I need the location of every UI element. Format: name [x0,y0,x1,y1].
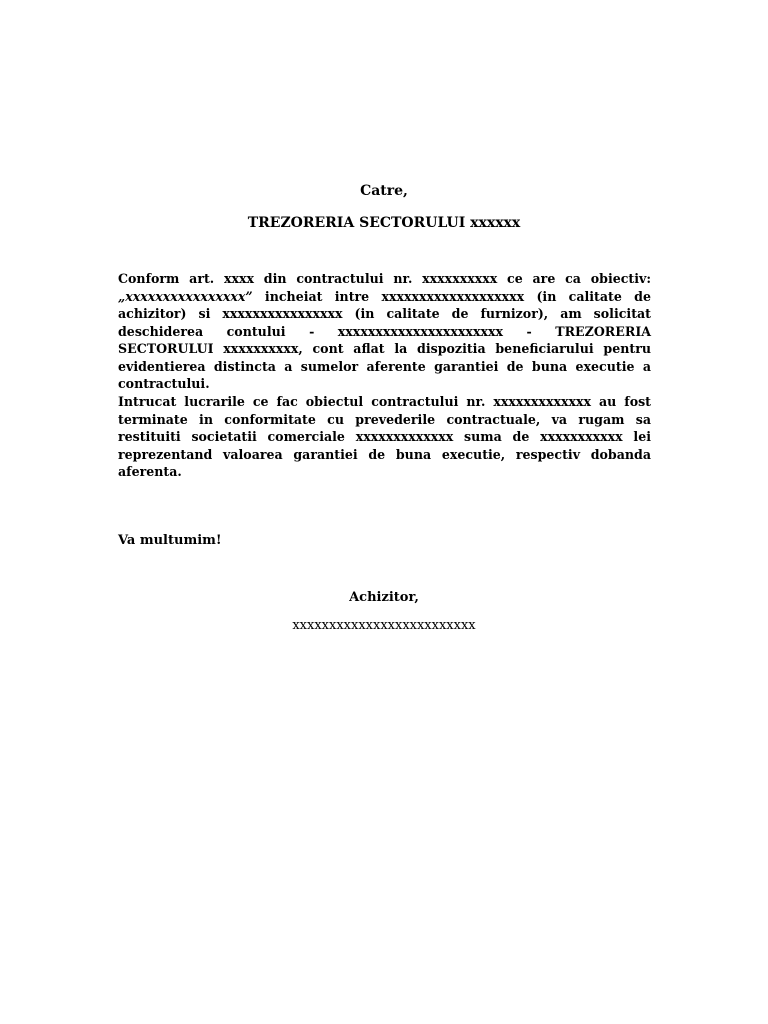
signer-name: xxxxxxxxxxxxxxxxxxxxxxxxx [292,618,476,633]
paragraph-1 [118,270,651,393]
paragraph-1-rest: incheiat intre xxxxxxxxxxxxxxxxxxx (in calitate de achizitor) si xxxxxxxxxxxxxxxx (in calitate de furnizor), am solicitat deschiderea contului - xxxxxxxxxxxxxxxxxxxxxx - TREZORERIA SECTORULUI xxxxxxxxxx, cont aflat la dispozitia beneficiarului pentru evidentierea distincta a sumelor aferente garantiei de buna executie a contractului. [118,288,651,391]
contract-objective: „xxxxxxxxxxxxxxxx” [118,288,253,304]
paragraph-1-lead: Conform art. xxxx din contractului nr. xxxxxxxxxx ce are ca obiectiv: [118,271,651,286]
signer-role: Achizitor, [349,590,419,605]
salutation: Catre, [360,183,408,199]
addressee-title: TREZORERIA SECTORULUI xxxxxx [247,215,521,231]
closing-text: Va multumim! [118,533,222,548]
paragraph-2: Intrucat lucrarile ce fac obiectul contractului nr. xxxxxxxxxxxxx au fost terminate in conformitate cu prevederile contractuale, va rugam sa restituiti societatii comerciale xxxxxxxxxxxxx suma de xxxxxxxxxxx lei reprezentand valoarea garantiei de buna executie, respectiv dobanda aferenta. [118,394,651,479]
